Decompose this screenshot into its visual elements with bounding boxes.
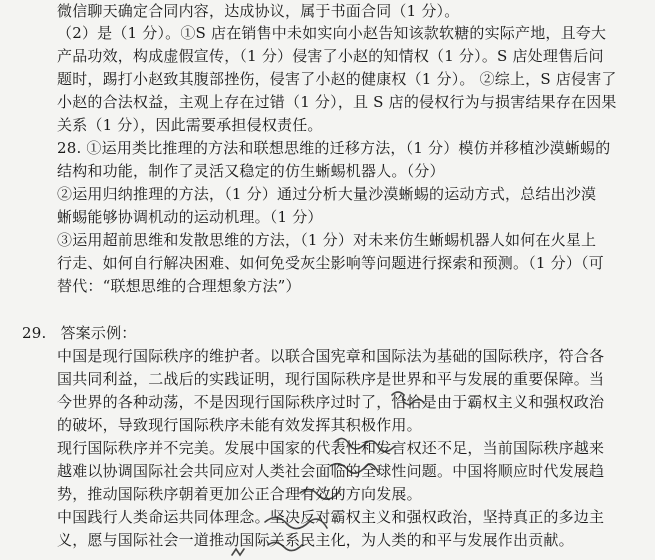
text-line: 中国践行人类命运共同体理念。坚决反对霸权主义和强权政治，坚持真正的多边主 [57,508,605,526]
text-line: 现行国际秩序并不完美。发展中国家的代表性和发言权还不足，当前国际秩序越来 [57,439,605,457]
text-line: 关系（1 分），因此需要承担侵权责任。 [57,116,323,134]
text-line: 行走、如何自行解决困难、如何免受灰尘影响等问题进行探索和预测。（1 分）（可 [57,254,604,272]
text-line: ③运用超前思维和发散思维的方法，（1 分）对未来仿生蜥蜴机器人如何在火星上 [57,231,597,249]
text-line: 产品功效，构成虚假宣传，（1 分）侵害了小赵的知情权（1 分）。S 店处理售后问 [57,47,604,65]
text-line: 结构和功能，制作了灵活又稳定的仿生蜥蜴机器人。（分） [57,162,445,180]
text-line: 势，推动国际秩序朝着更加公正合理有效的方向发展。 [57,485,422,503]
text-line: 蜥蜴能够协调机动的运动机理。（1 分） [57,208,323,226]
question-29-header [22,322,136,344]
text-line: 28. ①运用类比推理的方法和联想思维的迁移方法，（1 分）模仿并移植沙漠蜥蜴的 [57,139,611,157]
text-line: 中国是现行国际秩序的维护者。以联合国宪章和国际法为基础的国际秩序，符合各 [57,347,605,365]
text-line: 小赵的合法权益，主观上存在过错（1 分），且 S 店的侵权行为与损害结果存在因果 [57,93,617,111]
text-line: 越难以协调国际社会共同应对人类社会面临的全球性问题。中国将顺应时代发展趋 [57,462,605,480]
text-line: 今世界的各种动荡，不是因现行国际秩序过时了，恰恰是由于霸权主义和强权政治 [57,393,605,411]
text-line: 题时，踢打小赵致其腹部挫伤，侵害了小赵的健康权（1 分）。 ②综上，S 店侵害了 [57,70,617,88]
answer-example-label: 答案示例： [60,324,137,342]
text-line: 国共同利益，二战后的实践证明，现行国际秩序是世界和平与发展的重要保障。当 [57,370,605,388]
question-number: 29. [22,324,47,342]
text-line: 替代：“联想思维的合理想象方法”） [57,277,301,295]
text-line: （2）是（1 分）。①S 店在销售中未如实向小赵告知该款软糖的实际产地，且夸大 [57,24,607,42]
text-line: 微信聊天确定合同内容，达成协议，属于书面合同（1 分）。 [57,2,460,20]
text-line: 的破坏，导致现行国际秩序未能有效发挥其积极作用。 [57,416,422,434]
text-line: ②运用归纳推理的方法，（1 分）通过分析大量沙漠蜥蜴的运动方式，总结出沙漠 [57,185,597,203]
text-line: 义，愿与国际社会一道推动国际关系民主化，为人类的和平与发展作出贡献。 [57,531,574,549]
